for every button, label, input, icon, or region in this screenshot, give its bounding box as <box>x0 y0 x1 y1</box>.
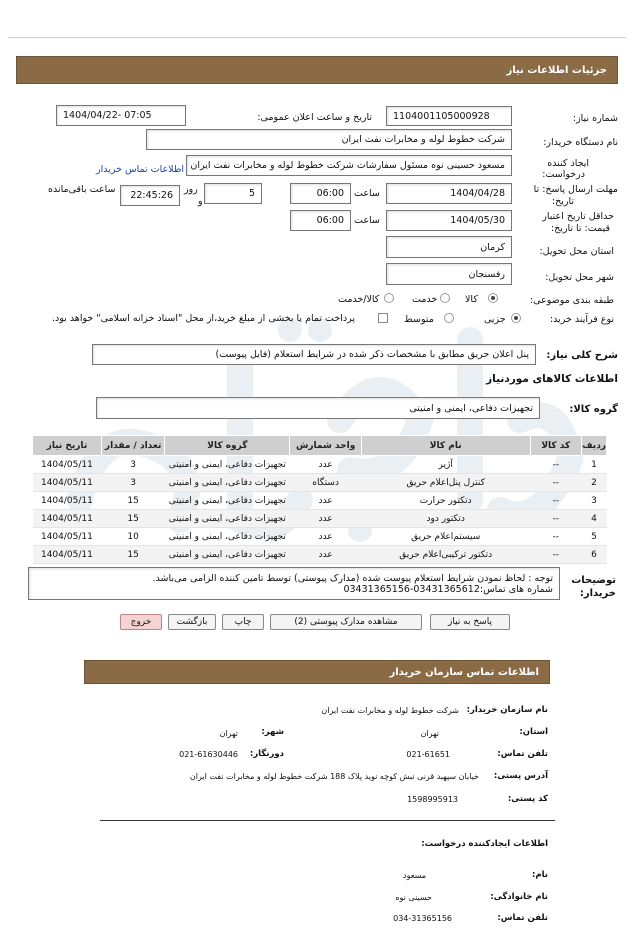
cell-code: -- <box>530 546 582 564</box>
cell-row-no: 1 <box>582 456 607 474</box>
contact-fax-label: دورنگار: <box>249 749 284 759</box>
contact-fax-value: 021-61630446 <box>179 750 238 759</box>
deadline-time-label: ساعت <box>354 188 380 199</box>
cell-row-no: 5 <box>582 528 607 546</box>
category-option-goods-service: کالا/خدمت <box>338 294 380 305</box>
category-label: طبقه بندی موضوعی: <box>529 295 614 306</box>
cell-row-no: 3 <box>582 492 607 510</box>
cell-name: دتکتور ترکیبی‌اعلام حریق <box>361 546 530 564</box>
top-divider <box>8 37 626 38</box>
summary-label: شرح کلی نیاز: <box>546 350 618 361</box>
contact-header <box>84 660 550 684</box>
contact-divider <box>100 820 555 821</box>
cell-qty: 15 <box>101 546 165 564</box>
cell-date: 1404/05/11 <box>33 474 102 492</box>
cell-unit: عدد <box>290 528 362 546</box>
process-option-medium: متوسط <box>404 314 434 325</box>
cell-unit: عدد <box>290 510 362 528</box>
buyer-contact-link[interactable]: اطلاعات تماس خریدار <box>96 164 185 175</box>
table-row <box>33 510 607 528</box>
contact-postal-label: کد پستی: <box>507 794 548 804</box>
contact-phone-label: تلفن تماس: <box>497 749 548 759</box>
goods-info-title: اطلاعات کالاهای موردنیاز <box>486 373 618 385</box>
contact-org-label: نام سازمان خریدار: <box>466 705 548 715</box>
print-button[interactable]: چاپ <box>222 614 264 630</box>
category-radio-goods-service[interactable] <box>384 293 394 303</box>
cell-code: -- <box>530 510 582 528</box>
exit-button[interactable]: خروج <box>120 614 162 630</box>
cell-group: تجهیزات دفاعی، ایمنی و امنیتی <box>165 510 290 528</box>
table-row <box>33 528 607 546</box>
validity-date-field: 1404/05/30 <box>386 210 512 231</box>
cell-name: کنترل پنل‌اعلام حریق <box>361 474 530 492</box>
category-option-service: خدمت <box>412 294 438 305</box>
cell-group: تجهیزات دفاعی، ایمنی و امنیتی <box>165 456 290 474</box>
goods-group-field: تجهیزات دفاعی، ایمنی و امنیتی <box>96 397 540 419</box>
table-row <box>33 492 607 510</box>
creator-last-name-label: نام خانوادگی: <box>490 892 548 902</box>
validity-label-1: حداقل تاریخ اعتبار <box>542 211 614 222</box>
notes-label-1: توضیحات <box>571 575 616 586</box>
goods-group-label: گروه کالا: <box>569 404 618 415</box>
category-option-goods: کالا <box>465 294 478 305</box>
province-label: استان محل تحویل: <box>539 246 614 257</box>
cell-date: 1404/05/11 <box>33 546 102 564</box>
city-label: شهر محل تحویل: <box>545 272 614 283</box>
contact-phone-value: 021-61651 <box>406 750 450 759</box>
buyer-org-field: شرکت خطوط لوله و مخابرات نفت ایران <box>146 129 512 150</box>
notes-line-2: شماره های تماس:03431365612-03431365156 <box>343 583 553 595</box>
page-header <box>16 56 618 84</box>
page-title: جزئیات اطلاعات نیاز <box>506 64 607 76</box>
cell-date: 1404/05/11 <box>33 510 102 528</box>
col-header-group: گروه کالا <box>165 436 290 456</box>
cell-name: دتکتور حرارت <box>361 492 530 510</box>
col-header-row-no: ردیف <box>582 436 607 456</box>
cell-name: دتکتور دود <box>361 510 530 528</box>
creator-info-title: اطلاعات ایجادکننده درخواست: <box>421 839 548 849</box>
cell-unit: عدد <box>290 492 362 510</box>
table-row <box>33 456 607 474</box>
table-row <box>33 474 607 492</box>
buyer-org-label: نام دستگاه خریدار: <box>543 137 618 148</box>
cell-code: -- <box>530 528 582 546</box>
notes-line-1: توجه : لحاظ نمودن شرایط استعلام پیوست شده (مدارک پیوستی) توسط تامین کننده الزامی می‌باشد. <box>152 572 553 584</box>
deadline-label-2: تاریخ: <box>551 196 574 207</box>
cell-group: تجهیزات دفاعی، ایمنی و امنیتی <box>165 492 290 510</box>
col-header-code: کد کالا <box>530 436 582 456</box>
cell-row-no: 4 <box>582 510 607 528</box>
deadline-label-1: مهلت ارسال پاسخ: تا <box>533 184 618 195</box>
validity-time-field: 06:00 <box>290 210 351 231</box>
goods-table-body <box>33 456 607 564</box>
creator-phone-label: تلفن تماس: <box>497 913 548 923</box>
contact-city-label: شهر: <box>261 727 284 737</box>
contact-address-value: خیابان سپهبد قرنی نبش کوچه نوید پلاک 188 شرکت خطوط لوله و مخابرات نفت ایران <box>189 772 479 781</box>
deadline-date-field: 1404/04/28 <box>386 183 512 204</box>
back-button[interactable]: بازگشت <box>168 614 216 630</box>
contact-postal-value: 1598995913 <box>407 795 458 804</box>
cell-qty: 15 <box>101 510 165 528</box>
cell-date: 1404/05/11 <box>33 528 102 546</box>
cell-group: تجهیزات دفاعی، ایمنی و امنیتی <box>165 546 290 564</box>
creator-phone-value: 034-31365156 <box>393 914 452 923</box>
deadline-time-field: 06:00 <box>290 183 351 204</box>
cell-code: -- <box>530 456 582 474</box>
remaining-label: ساعت باقی‌مانده <box>48 184 116 195</box>
creator-first-name-label: نام: <box>531 870 548 880</box>
table-row <box>33 546 607 564</box>
cell-qty: 10 <box>101 528 165 546</box>
process-radio-minor[interactable] <box>511 313 521 323</box>
col-header-unit: واحد شمارش <box>290 436 362 456</box>
day-count-field: 5 <box>204 183 262 204</box>
summary-field: پنل اعلان حریق مطابق با مشخصات ذکر شده در شرایط استعلام (فایل پیوست) <box>92 344 536 365</box>
cell-group: تجهیزات دفاعی، ایمنی و امنیتی <box>165 474 290 492</box>
creator-last-name-value: حسینی نوه <box>395 893 432 902</box>
treasury-payment-checkbox[interactable] <box>378 313 388 323</box>
cell-date: 1404/05/11 <box>33 492 102 510</box>
announce-label: تاریخ و ساعت اعلان عمومی: <box>257 112 372 123</box>
cell-name: سیستم‌اعلام حریق <box>361 528 530 546</box>
contact-province-value: تهران <box>420 729 439 738</box>
goods-table <box>32 435 607 564</box>
day-label: روز <box>184 184 198 195</box>
announce-field: 1404/04/22- 07:05 <box>56 105 186 126</box>
table-header-row <box>33 436 607 456</box>
col-header-name: نام کالا <box>361 436 530 456</box>
process-label: نوع فرآیند خرید: <box>549 314 614 325</box>
cell-qty: 15 <box>101 492 165 510</box>
treasury-payment-note: پرداخت تمام یا بخشی از مبلغ خرید،از محل "اسناد خزانه اسلامی" خواهد بود. <box>52 313 355 324</box>
contact-city-value: تهران <box>219 729 238 738</box>
view-documents-button[interactable]: مشاهده مدارک پیوستی (2) <box>270 614 422 630</box>
cell-unit: دستگاه <box>290 474 362 492</box>
notes-label-2: خریدار: <box>579 588 616 599</box>
category-radio-service[interactable] <box>440 293 450 303</box>
validity-label-2: قیمت: تا تاریخ: <box>550 223 610 234</box>
category-radio-goods[interactable] <box>488 293 498 303</box>
cell-qty: 3 <box>101 474 165 492</box>
cell-code: -- <box>530 492 582 510</box>
process-option-minor: جزیی <box>484 314 506 325</box>
cell-date: 1404/05/11 <box>33 456 102 474</box>
contact-address-label: آدرس پستی: <box>493 771 548 781</box>
need-number-field: 1104001105000928 <box>386 106 512 126</box>
contact-org-value: شرکت خطوط لوله و مخابرات نفت ایران <box>321 706 459 715</box>
need-number-label: شماره نیاز: <box>572 113 618 124</box>
cell-unit: عدد <box>290 456 362 474</box>
creator-label-2: درخواست: <box>542 169 585 180</box>
col-header-qty: تعداد / مقدار <box>101 436 165 456</box>
validity-time-label: ساعت <box>354 215 380 226</box>
city-field: رفسنجان <box>386 263 512 285</box>
cell-unit: عدد <box>290 546 362 564</box>
remaining-time-field: 22:45:26 <box>120 185 180 206</box>
creator-label-1: ایجاد کننده <box>547 158 589 169</box>
cell-qty: 3 <box>101 456 165 474</box>
contact-title: اطلاعات تماس سازمان خریدار <box>389 666 539 678</box>
creator-field: مسعود حسینی نوه مسئول سفارشات شرکت خطوط لوله و مخابرات نفت ایران <box>186 155 512 176</box>
notes-box <box>28 567 560 600</box>
cell-code: -- <box>530 474 582 492</box>
contact-province-label: استان: <box>519 727 548 737</box>
cell-name: آژیر <box>361 456 530 474</box>
and-label: و <box>198 196 203 207</box>
col-header-date: تاریخ نیاز <box>33 436 102 456</box>
reply-button[interactable]: پاسخ به نیاز <box>430 614 510 630</box>
province-field: کرمان <box>386 236 512 258</box>
process-radio-medium[interactable] <box>444 313 454 323</box>
cell-row-no: 6 <box>582 546 607 564</box>
cell-row-no: 2 <box>582 474 607 492</box>
creator-first-name-value: مسعود <box>403 871 426 880</box>
cell-group: تجهیزات دفاعی، ایمنی و امنیتی <box>165 528 290 546</box>
